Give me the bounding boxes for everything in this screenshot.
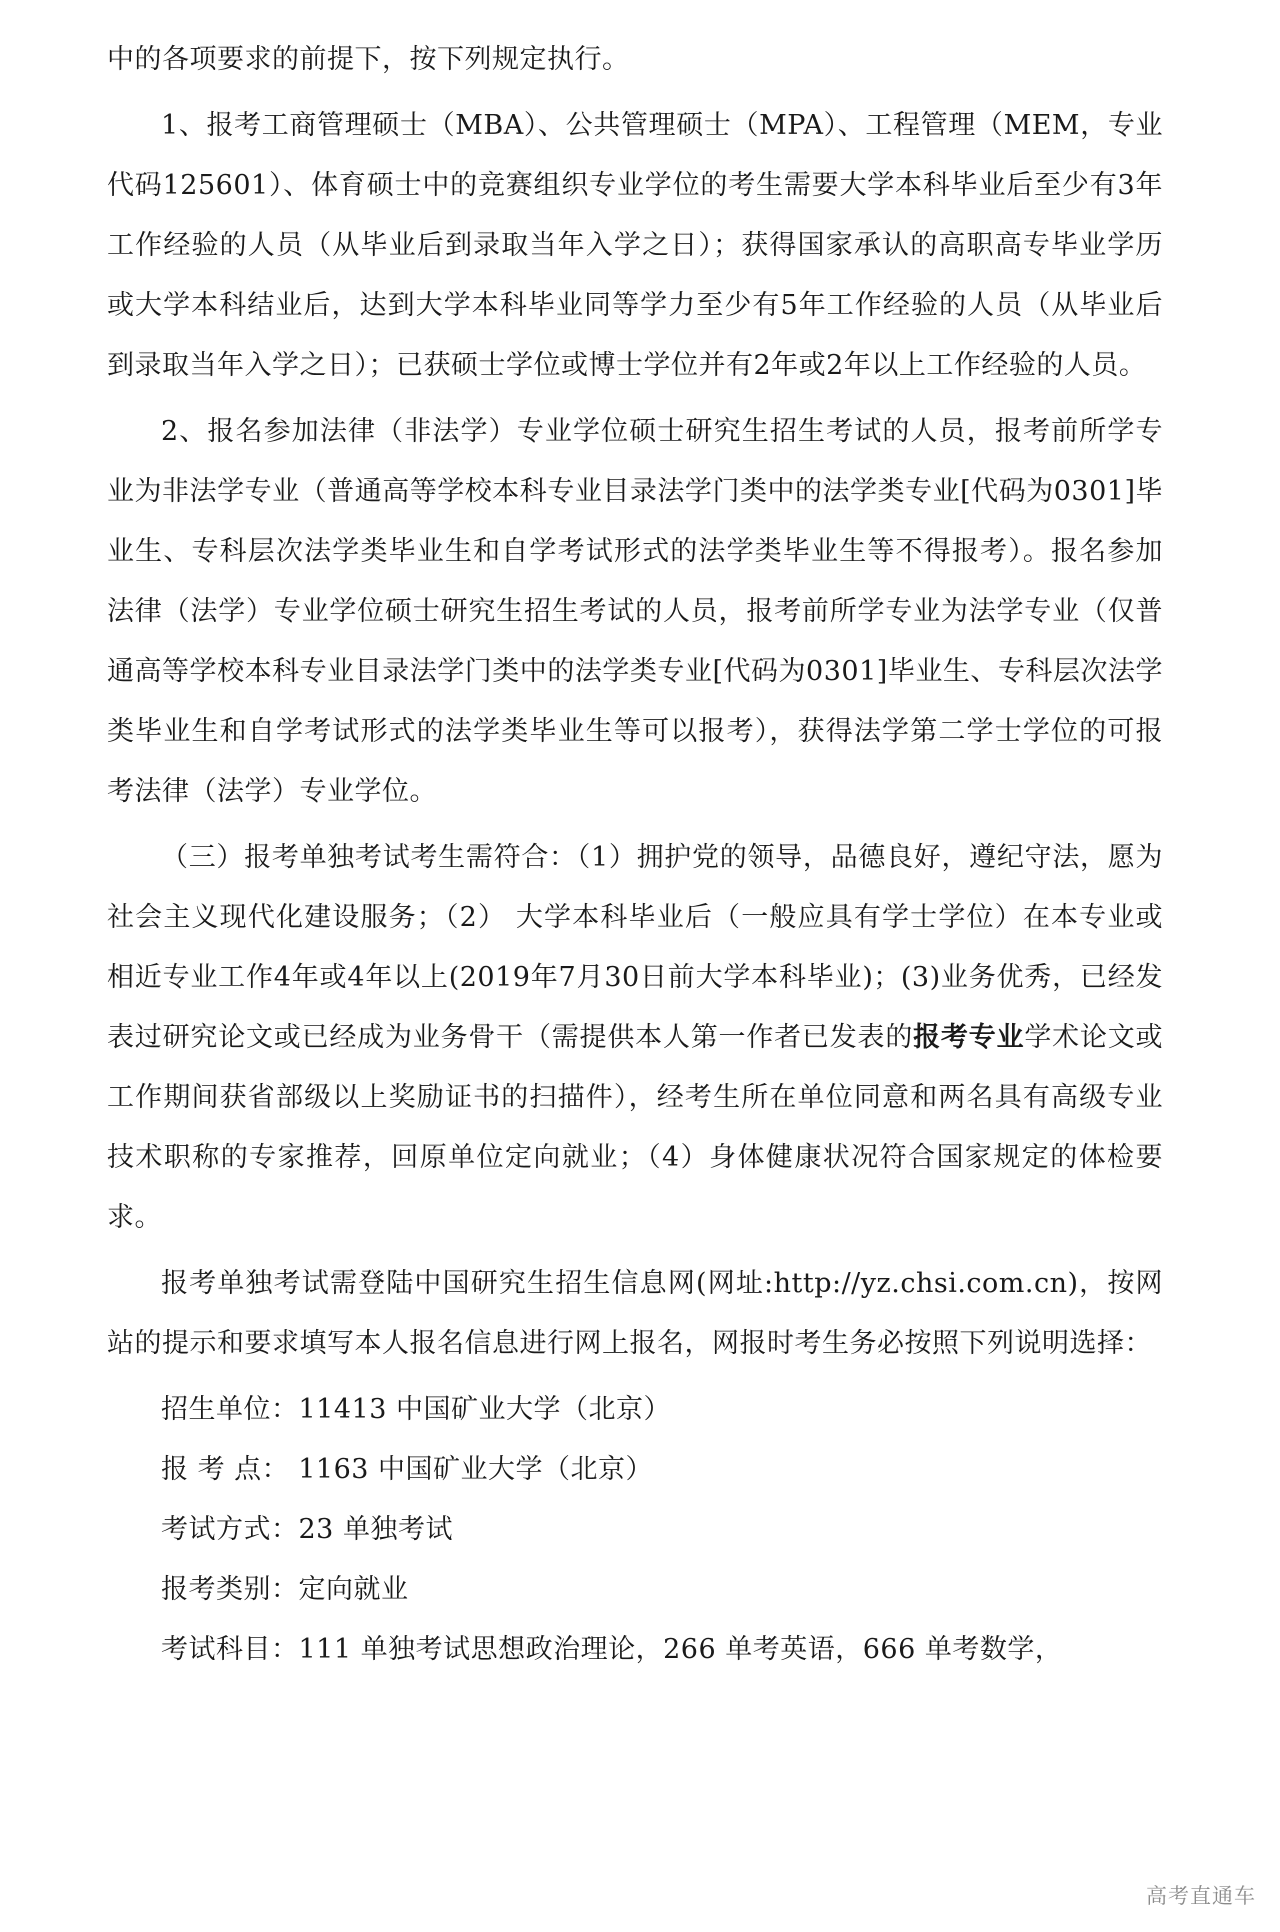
- paragraph-law-requirements: 2、报名参加法律（非法学）专业学位硕士研究生招生考试的人员，报考前所学专业为非法学专业（普通高等学校本科专业目录法学门类中的法学类专业[代码为0301]毕业生、专科层次法学类毕业生和自学考试形式的法学类毕业生等不得报考）。报名参加法律（法学）专业学位硕士研究生招生考试的人员，报考前所学专业为法学专业（仅普通高等学校本科专业目录法学门类中的法学类专业[代码为0301]毕业生、专科层次法学类毕业生和自学考试形式的法学类毕业生等可以报考），获得法学第二学士学位的可报考法律（法学）专业学位。: [107, 416, 1163, 807]
- paragraph-mba-requirements: 1、报考工商管理硕士（MBA）、公共管理硕士（MPA）、工程管理（MEM，专业代码125601）、体育硕士中的竞赛组织专业学位的考生需要大学本科毕业后至少有3年工作经验的人员（从毕业后到录取当年入学之日）；获得国家承认的高职高专毕业学历或大学本科结业后，达到大学本科毕业同等学力至少有5年工作经验的人员（从毕业后到录取当年入学之日）；已获硕士学位或博士学位并有2年或2年以上工作经验的人员。: [107, 110, 1163, 381]
- bold-term-major: 报考专业: [913, 1022, 1025, 1053]
- document-body: [107, 30, 1163, 1680]
- field-admission-unit: 招生单位：11413 中国矿业大学（北京）: [161, 1394, 671, 1425]
- field-exam-site: 报 考 点： 1163 中国矿业大学（北京）: [161, 1454, 654, 1485]
- independent-exam-text-a: （三）报考单独考试考生需符合：（1）拥护党的领导，品德良好，遵纪守法，愿为社会主义现代化建设服务；（2） 大学本科毕业后（一般应具有学士学位）在本专业或相近专业工作4年或4年以上(2019年7月30日前大学本科毕业)；(3)业务优秀，已经发表过研究论文或已经成为业务骨干（需提供本人第一作者已发表的: [107, 842, 1163, 1053]
- watermark-text: 高考直通车: [1146, 1884, 1256, 1908]
- independent-exam-text-b: 学术论文或工作期间获省部级以上奖励证书的扫描件），经考生所在单位同意和两名具有高级专业技术职称的专家推荐，回原单位定向就业；（4）身体健康状况符合国家规定的体检要求。: [107, 1022, 1164, 1233]
- paragraph-online-registration: 报考单独考试需登陆中国研究生招生信息网(网址:http://yz.chsi.com.cn)，按网站的提示和要求填写本人报名信息进行网上报名，网报时考生务必按照下列说明选择：: [107, 1268, 1163, 1359]
- field-application-type: 报考类别：定向就业: [161, 1574, 409, 1605]
- field-exam-subjects: 考试科目：111 单独考试思想政治理论，266 单考英语，666 单考数学，: [161, 1634, 1063, 1665]
- field-exam-mode: 考试方式：23 单独考试: [161, 1514, 453, 1545]
- registration-fields: [107, 1380, 1163, 1680]
- paragraph-continuation: 中的各项要求的前提下，按下列规定执行。: [107, 44, 630, 75]
- paragraph-independent-exam: [107, 828, 1163, 1248]
